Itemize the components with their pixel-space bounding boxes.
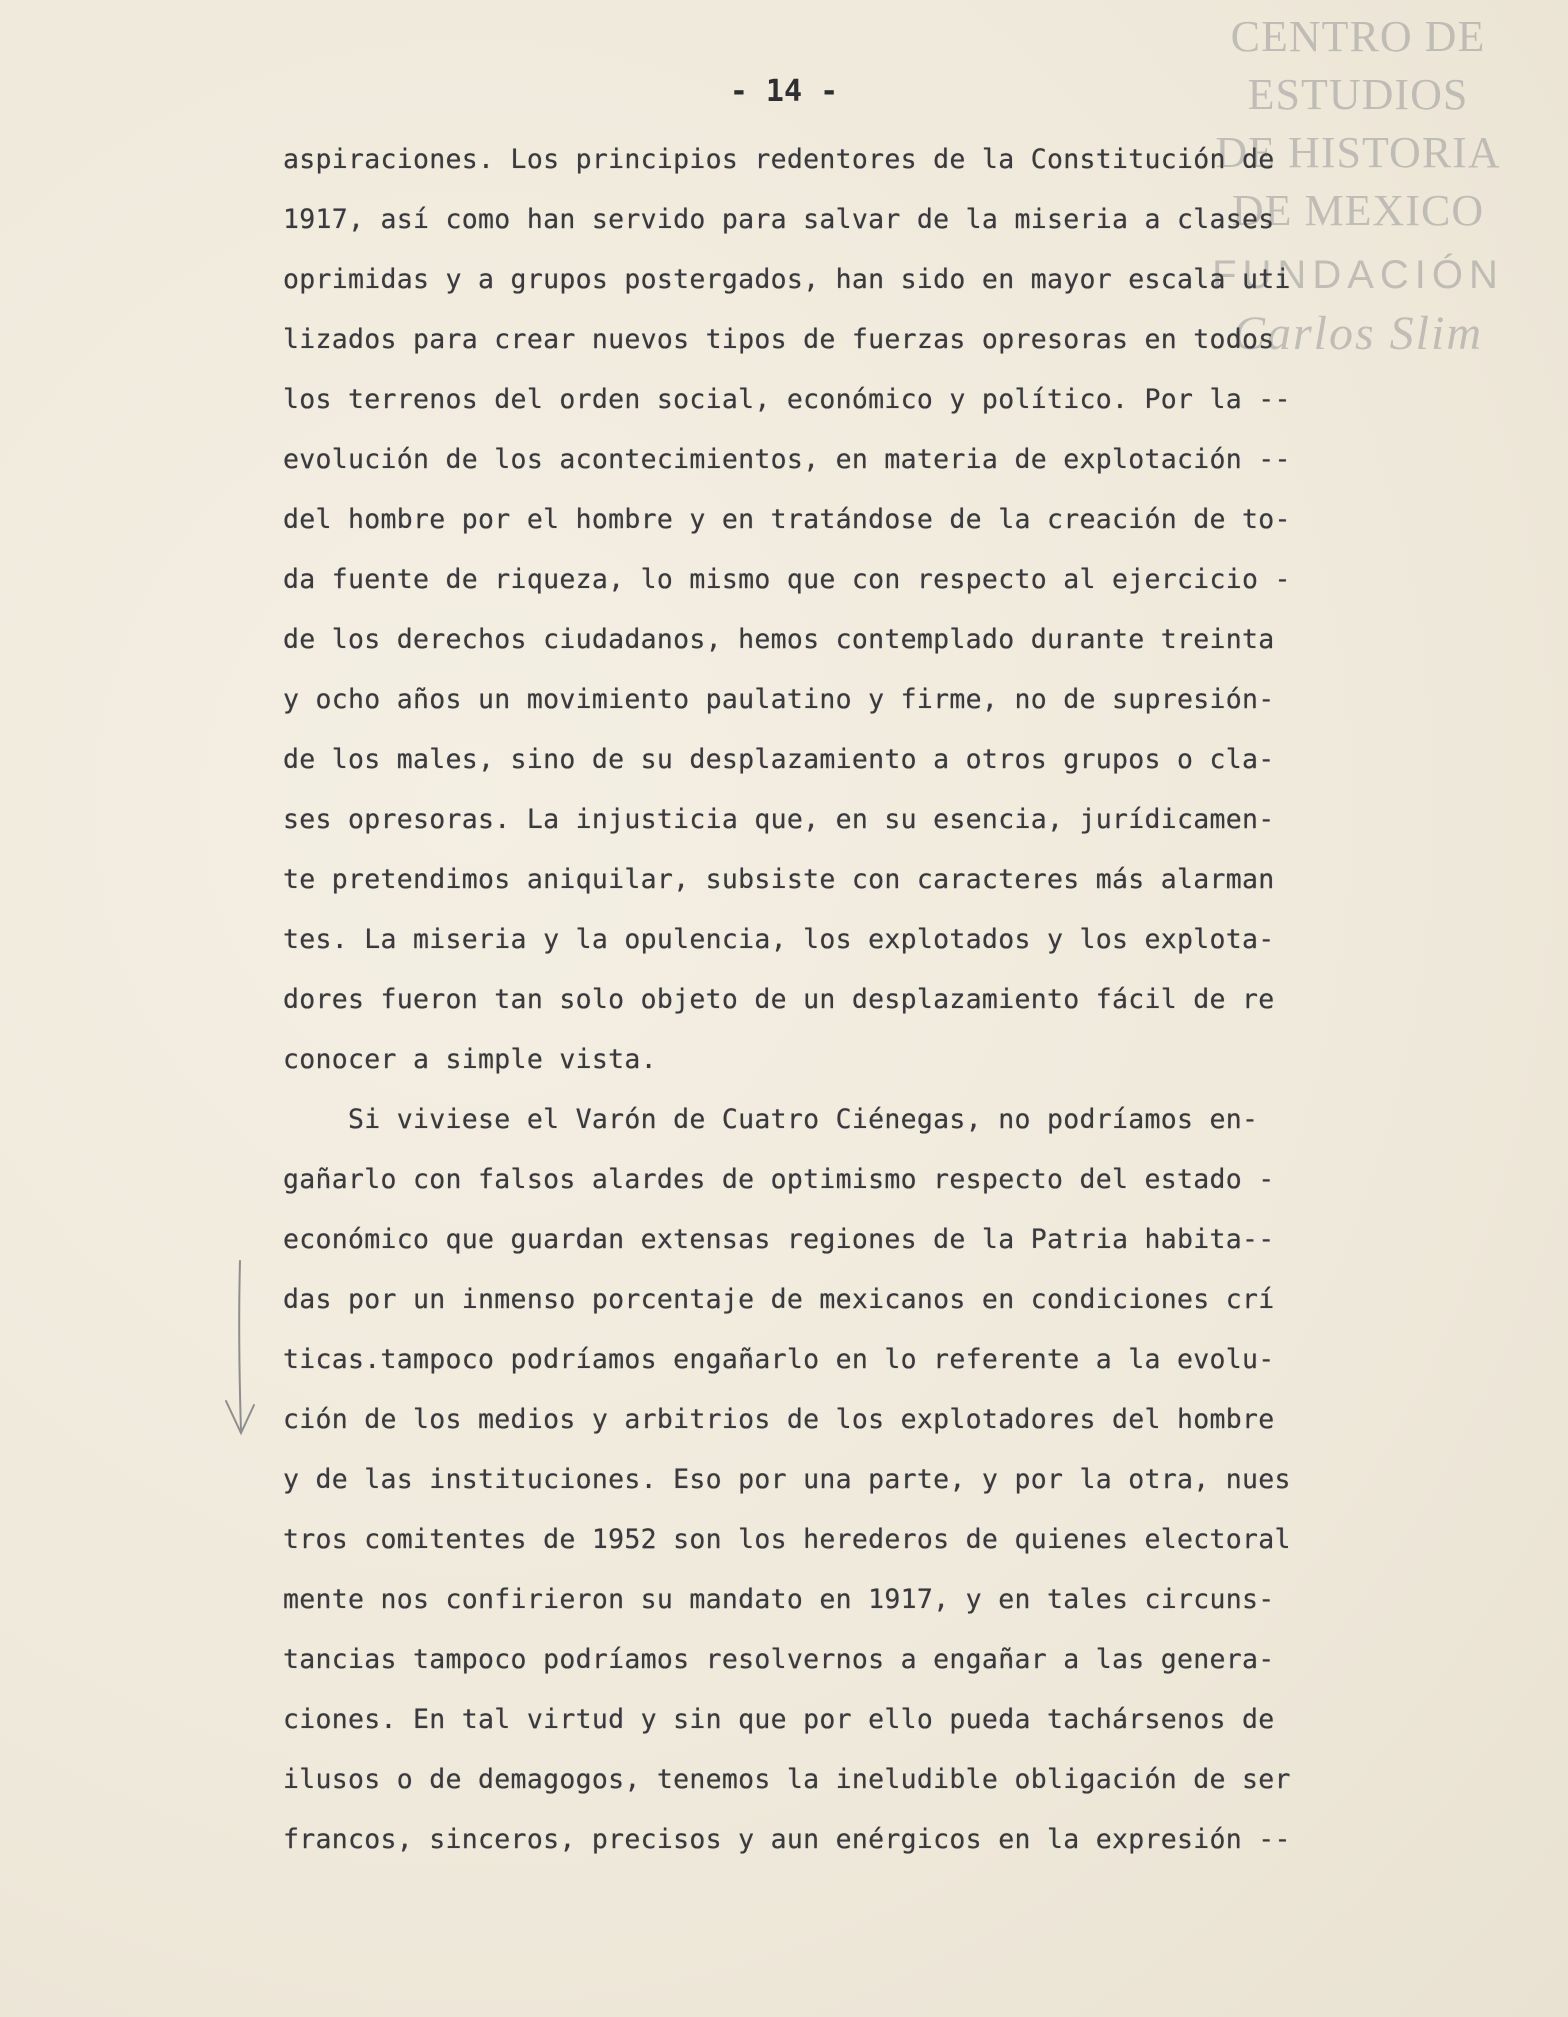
text-line: da fuente de riqueza, lo mismo que con respecto al ejercicio - (283, 564, 1291, 595)
watermark-line: DE MEXICO (1231, 186, 1485, 235)
text-line: ticas.tampoco podríamos engañarlo en lo referente a la evolu- (283, 1344, 1275, 1375)
text-line: francos, sinceros, precisos y aun enérgicos en la expresión -- (283, 1824, 1291, 1855)
text-line: gañarlo con falsos alardes de optimismo respecto del estado - (283, 1164, 1275, 1195)
text-line: conocer a simple vista. (283, 1044, 657, 1075)
text-line: ilusos o de demagogos, tenemos la ineludible obligación de ser (283, 1764, 1291, 1795)
pencil-arrow-icon (220, 1255, 260, 1445)
text-line: lizados para crear nuevos tipos de fuerzas opresoras en todos (283, 324, 1275, 355)
text-line: de los derechos ciudadanos, hemos contemplado durante treinta (283, 624, 1275, 655)
text-line: tancias tampoco podríamos resolvernos a engañar a las genera- (283, 1644, 1275, 1675)
watermark-line: CENTRO DE (1230, 12, 1486, 61)
text-line: dores fueron tan solo objeto de un desplazamiento fácil de re (283, 984, 1275, 1015)
page-number: - 14 - (729, 74, 839, 109)
text-line: mente nos confirieron su mandato en 1917, y en tales circuns- (283, 1584, 1275, 1615)
text-line: de los males, sino de su desplazamiento a otros grupos o cla- (283, 744, 1275, 775)
text-line: del hombre por el hombre y en tratándose de la creación de to- (283, 504, 1291, 535)
text-line: evolución de los acontecimientos, en materia de explotación -- (283, 444, 1291, 475)
text-line: tros comitentes de 1952 son los herederos de quienes electoral (283, 1524, 1291, 1555)
typewritten-body (283, 130, 1463, 1870)
text-line: ses opresoras. La injusticia que, en su esencia, jurídicamen- (283, 804, 1275, 835)
watermark-signature: Carlos Slim (1232, 307, 1484, 360)
text-line: económico que guardan extensas regiones de la Patria habita-- (283, 1224, 1275, 1255)
text-line: oprimidas y a grupos postergados, han sido en mayor escala uti (283, 264, 1291, 295)
watermark-line: ESTUDIOS (1247, 70, 1469, 119)
text-line: 1917, así como han servido para salvar de la miseria a clases (283, 204, 1275, 235)
watermark-line: DE HISTORIA (1215, 128, 1501, 177)
text-line: los terrenos del orden social, económico y político. Por la -- (283, 384, 1291, 415)
text-line: Si viviese el Varón de Cuatro Ciénegas, no podríamos en- (283, 1104, 1259, 1135)
text-line: aspiraciones. Los principios redentores de la Constitución de (283, 144, 1275, 175)
text-line: ción de los medios y arbitrios de los explotadores del hombre (283, 1404, 1275, 1435)
text-line: te pretendimos aniquilar, subsiste con caracteres más alarman (283, 864, 1275, 895)
text-line: tes. La miseria y la opulencia, los explotados y los explota- (283, 924, 1275, 955)
text-line: y de las instituciones. Eso por una parte, y por la otra, nues (283, 1464, 1291, 1495)
text-line: das por un inmenso porcentaje de mexicanos en condiciones crí (283, 1284, 1275, 1315)
watermark-foundation: FUNDACIÓN (1212, 253, 1504, 297)
text-line: y ocho años un movimiento paulatino y firme, no de supresión- (283, 684, 1275, 715)
text-line: ciones. En tal virtud y sin que por ello pueda tachársenos de (283, 1704, 1275, 1735)
